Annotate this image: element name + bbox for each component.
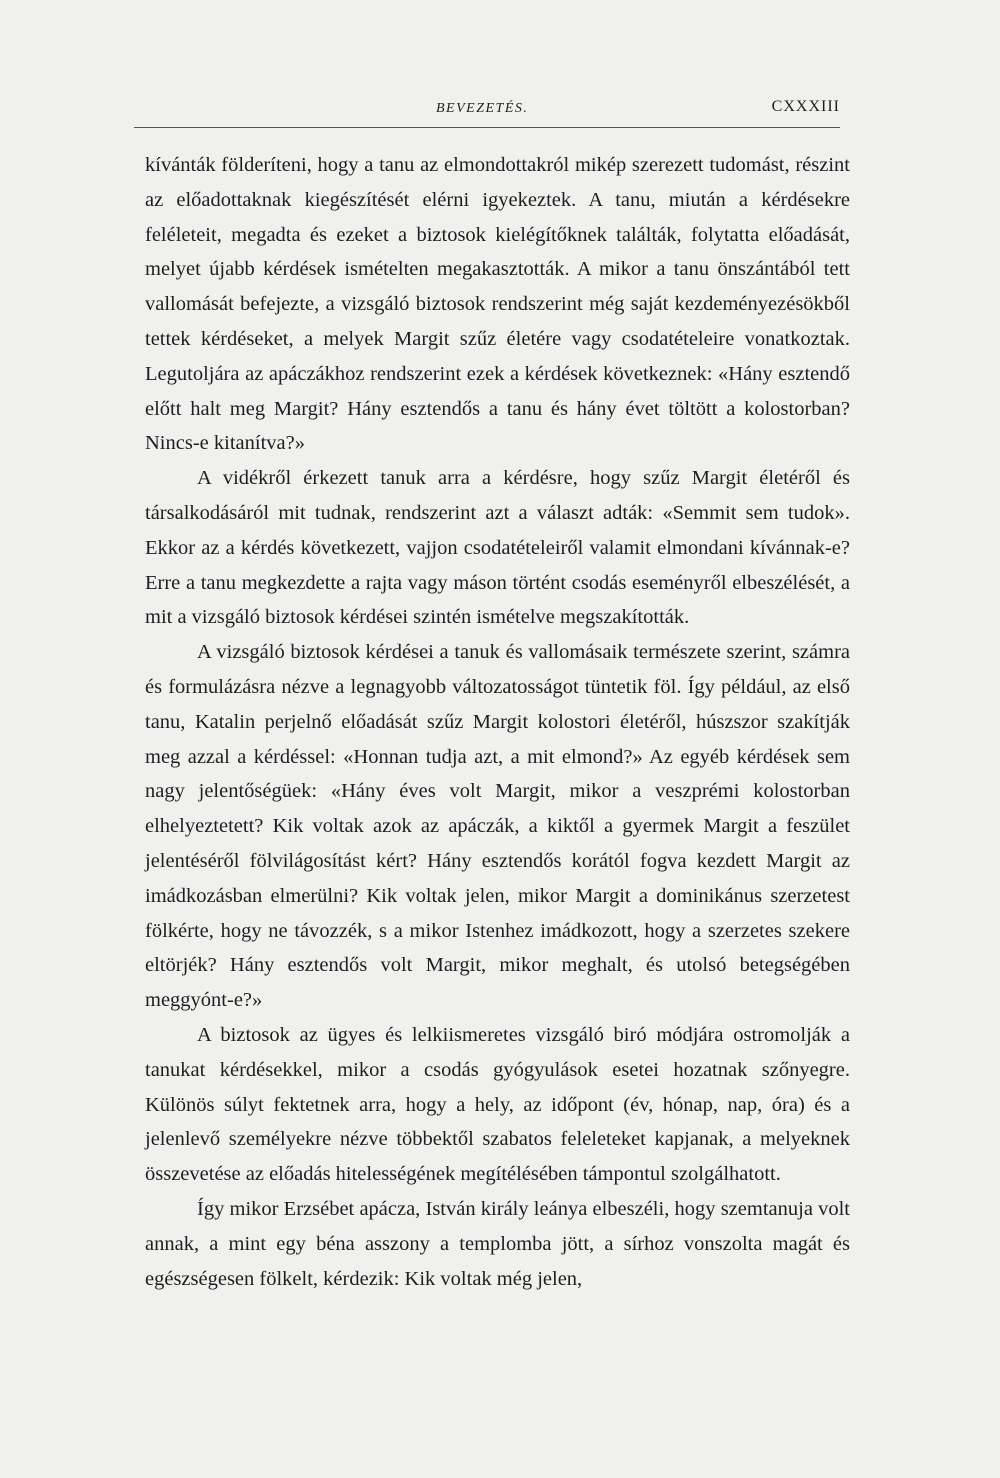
paragraph-2: A vidékről érkezett tanuk arra a kérdésre, hogy szűz Margit életéről és társalkodásáról mit tudnak, rendszerint azt a választ adták: «Semmit sem tudok». Ekkor az a kérdés következett, vajjon csodatételeiről valamit elmondani kívánnak-e? Erre a tanu megkezdette a rajta vagy máson történt csodás eseményről elbeszélését, a mit a vizsgáló biztosok kérdései szintén ismételve megszakították. bbox=[145, 467, 850, 629]
running-title: BEVEZETÉS. bbox=[436, 101, 529, 116]
paragraph-5: Így mikor Erzsébet apácza, István király leánya elbeszéli, hogy szemtanuja volt annak, a mint egy béna asszony a templomba jött, a sírhoz vonszolta magát és egészségesen fölkelt, kérdezik: Kik voltak még jelen, bbox=[145, 1197, 850, 1290]
body-text bbox=[145, 148, 850, 1296]
page-number: CXXXIII bbox=[771, 98, 840, 115]
header-rule bbox=[134, 127, 840, 128]
paragraph-3: A vizsgáló biztosok kérdései a tanuk és vallomásaik természete szerint, számra és formulázásra nézve a legnagyobb változatosságot tüntetik föl. Így például, az első tanu, Katalin perjelnő előadását szűz Margit kolostori életéről, húszszor szakítják meg azzal a kérdéssel: «Honnan tudja azt, a mit elmond?» Az egyéb kérdések sem nagy jelentőségüek: «Hány éves volt Margit, mikor a veszprémi kolostorban elhelyeztetett? Kik voltak azok az apáczák, a kiktől a gyermek Margit a feszület jelentéséről fölvilágosítást kért? Hány esztendős korától fogva kezdett Margit az imádkozásban elmerülni? Kik voltak jelen, mikor Margit a dominikánus szerzetest fölkérte, hogy ne távozzék, s a mikor Istenhez imádkozott, hogy a szerzetes szekere eltörjék? Hány esztendős volt Margit, mikor meghalt, és utolsó betegségében meggyónt-e?» bbox=[145, 641, 850, 1012]
paragraph-4: A biztosok az ügyes és lelkiismeretes vizsgáló biró módjára ostromolják a tanukat kérdésekkel, mikor a csodás gyógyulások esetei hozatnak szőnyegre. Különös súlyt fektetnek arra, hogy a hely, az időpont (év, hónap, nap, óra) és a jelenlevő személyekre nézve többektől szabatos feleleteket kapjanak, a melyeknek összevetése az előadás hitelességének megítélésében támpontul szolgálhatott. bbox=[145, 1023, 850, 1186]
running-header bbox=[134, 98, 840, 128]
paragraph-1: kívánták földeríteni, hogy a tanu az elmondottakról mikép szerezett tudomást, részint az előadottaknak kiegészítését elérni igyekeztek. A tanu, miután a kérdésekre feléleteit, megadta és ezeket a biztosok kielégítőknek találták, folytatta előadását, melyet újabb kérdések ismételten megakasztották. A mikor a tanu önszántából tett vallomását befejezte, a vizsgáló biztosok rendszerint még saját kezdeményezésökből tettek kérdéseket, a melyek Margit szűz életére vagy csodatételeire vonatkoztak. Legutoljára az apáczákhoz rendszerint ezek a kérdések következnek: «Hány esztendő előtt halt meg Margit? Hány esztendős a tanu és hány évet töltött a kolostorban? Nincs-e kitanítva?» bbox=[145, 154, 850, 455]
